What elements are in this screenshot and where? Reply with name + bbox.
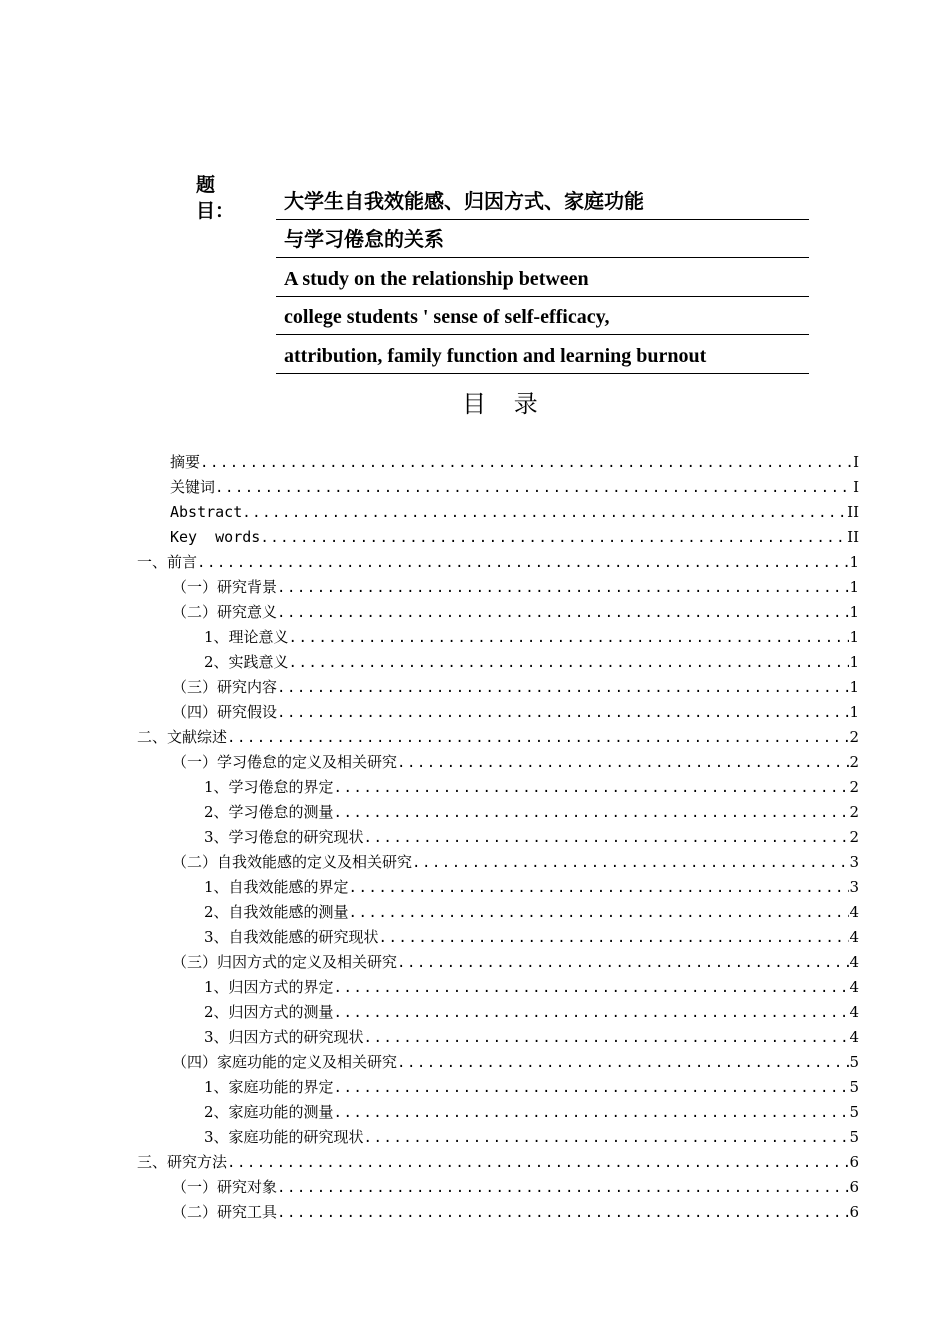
toc-entry-page: I <box>853 453 859 471</box>
toc-leader-dots <box>412 851 849 876</box>
toc-entry-page: 2 <box>849 828 859 846</box>
toc-entry-label: 2、实践意义 <box>204 653 289 671</box>
toc-leader-dots <box>334 976 850 1001</box>
title-line-en-2: college students ' sense of self-efficacy, <box>276 299 809 335</box>
toc-leader-dots <box>349 876 850 901</box>
toc-leader-dots <box>334 1076 850 1101</box>
toc-entry-page: 4 <box>849 928 859 946</box>
toc-entry-label: 3、学习倦怠的研究现状 <box>204 828 364 846</box>
toc-entry-page: 2 <box>849 803 859 821</box>
toc-entry-page: 4 <box>849 1028 859 1046</box>
toc-entry[interactable] <box>172 750 859 775</box>
toc-entry-label: （四）研究假设 <box>172 703 278 721</box>
toc-entry[interactable] <box>204 900 859 925</box>
toc-entry-page: 6 <box>849 1178 859 1196</box>
toc-leader-dots <box>277 576 849 601</box>
toc-entry[interactable] <box>204 1075 859 1100</box>
toc-entry-label: 摘要 <box>170 453 201 471</box>
toc-entry[interactable] <box>172 575 859 600</box>
toc-entry-label: （二）研究意义 <box>172 603 278 621</box>
toc-entry-page: 1 <box>849 703 859 721</box>
toc-leader-dots <box>364 1126 850 1151</box>
toc-leader-dots <box>349 901 850 926</box>
toc-heading: 目 录 <box>462 390 548 418</box>
toc-entry-page: 4 <box>849 978 859 996</box>
toc-entry[interactable] <box>172 1050 859 1075</box>
toc-leader-dots <box>397 751 849 776</box>
toc-entry[interactable] <box>172 950 859 975</box>
toc-entry-label: 3、自我效能感的研究现状 <box>204 928 379 946</box>
toc-entry-page: 3 <box>849 853 859 871</box>
toc-leader-dots <box>227 1151 849 1176</box>
toc-entry[interactable] <box>170 475 859 500</box>
toc-entry-label: 1、理论意义 <box>204 628 289 646</box>
title-line-en-3: attribution, family function and learning burnout <box>276 338 809 374</box>
toc-entry-label: （二）研究工具 <box>172 1203 278 1221</box>
toc-entry[interactable] <box>172 850 859 875</box>
toc-entry-label: （二）自我效能感的定义及相关研究 <box>172 853 413 871</box>
toc-entry[interactable] <box>204 775 859 800</box>
toc-leader-dots <box>277 1176 849 1201</box>
toc-entry-page: 1 <box>849 628 859 646</box>
toc-entry-label: Key words <box>170 528 261 546</box>
toc-entry-label: 一、前言 <box>137 553 198 571</box>
toc-entry-label: 2、家庭功能的测量 <box>204 1103 334 1121</box>
toc-leader-dots <box>197 551 849 576</box>
toc-leader-dots <box>379 926 850 951</box>
toc-entry[interactable] <box>170 450 859 475</box>
toc-entry-label: （一）研究对象 <box>172 1178 278 1196</box>
toc-entry-page: I <box>853 478 859 496</box>
toc-entry-label: 三、研究方法 <box>137 1153 228 1171</box>
toc-entry-page: 6 <box>849 1153 859 1171</box>
toc-entry-label: 2、学习倦怠的测量 <box>204 803 334 821</box>
toc-entry[interactable] <box>170 525 859 550</box>
toc-leader-dots <box>397 1051 849 1076</box>
toc-entry-page: 2 <box>849 778 859 796</box>
toc-entry-page: II <box>847 528 859 546</box>
toc-entry-label: 3、家庭功能的研究现状 <box>204 1128 364 1146</box>
toc-entry-page: 5 <box>849 1103 859 1121</box>
toc-entry-page: 2 <box>849 728 859 746</box>
toc-leader-dots <box>215 476 853 501</box>
toc-entry[interactable] <box>204 925 859 950</box>
toc-entry-page: 4 <box>849 953 859 971</box>
toc-leader-dots <box>277 676 849 701</box>
toc-entry[interactable] <box>204 1125 859 1150</box>
toc-entry[interactable] <box>204 650 859 675</box>
toc-entry[interactable] <box>204 825 859 850</box>
toc-entry[interactable] <box>137 550 859 575</box>
toc-entry-page: 1 <box>849 578 859 596</box>
title-label: 题目： <box>196 174 235 222</box>
toc-entry[interactable] <box>172 675 859 700</box>
toc-entry[interactable] <box>204 800 859 825</box>
toc-leader-dots <box>277 601 849 626</box>
toc-entry[interactable] <box>172 1175 859 1200</box>
toc-entry[interactable] <box>204 1100 859 1125</box>
toc-entry-label: 1、家庭功能的界定 <box>204 1078 334 1096</box>
toc-entry-label: 1、归因方式的界定 <box>204 978 334 996</box>
toc-leader-dots <box>334 1101 850 1126</box>
toc-leader-dots <box>260 526 847 551</box>
toc-entry-page: 6 <box>849 1203 859 1221</box>
toc-entry-page: 2 <box>849 753 859 771</box>
toc-entry-label: 二、文献综述 <box>137 728 228 746</box>
toc-entry-page: 4 <box>849 903 859 921</box>
toc-leader-dots <box>242 501 847 526</box>
toc-entry-label: 1、学习倦怠的界定 <box>204 778 334 796</box>
toc-entry[interactable] <box>204 875 859 900</box>
toc-entry-page: 5 <box>849 1078 859 1096</box>
title-line-cn-2: 与学习倦怠的关系 <box>276 222 809 258</box>
title-line-cn-1: 大学生自我效能感、归因方式、家庭功能 <box>276 184 809 220</box>
toc-leader-dots <box>397 951 849 976</box>
toc-leader-dots <box>334 801 850 826</box>
toc-entry-page: 1 <box>849 603 859 621</box>
toc-entry[interactable] <box>172 700 859 725</box>
toc-entry-label: 3、归因方式的研究现状 <box>204 1028 364 1046</box>
toc-entry-page: 1 <box>849 678 859 696</box>
toc-entry-label: （一）研究背景 <box>172 578 278 596</box>
toc-entry-label: 关键词 <box>170 478 216 496</box>
toc-leader-dots <box>364 826 850 851</box>
toc-entry-page: 1 <box>849 553 859 571</box>
toc-entry-page: II <box>847 503 859 521</box>
toc-entry[interactable] <box>172 1200 859 1225</box>
toc-leader-dots <box>334 776 850 801</box>
toc-leader-dots <box>334 1001 850 1026</box>
toc-entry[interactable] <box>204 1000 859 1025</box>
toc-entry-page: 5 <box>849 1128 859 1146</box>
toc-leader-dots <box>289 651 850 676</box>
toc-entry-label: Abstract <box>170 503 243 521</box>
toc-leader-dots <box>277 701 849 726</box>
toc-leader-dots <box>200 451 853 476</box>
toc-entry-label: （四）家庭功能的定义及相关研究 <box>172 1053 398 1071</box>
toc-entry[interactable] <box>137 1150 859 1175</box>
toc-leader-dots <box>277 1201 849 1226</box>
toc-entry-page: 4 <box>849 1003 859 1021</box>
toc-entry-label: 2、归因方式的测量 <box>204 1003 334 1021</box>
toc-entry-label: （一）学习倦怠的定义及相关研究 <box>172 753 398 771</box>
toc-leader-dots <box>289 626 850 651</box>
toc-entry[interactable] <box>204 1025 859 1050</box>
toc-entry-page: 5 <box>849 1053 859 1071</box>
toc-entry[interactable] <box>204 975 859 1000</box>
toc-entry-label: 1、自我效能感的界定 <box>204 878 349 896</box>
toc-entry-label: （三）研究内容 <box>172 678 278 696</box>
toc-entry-page: 3 <box>849 878 859 896</box>
toc-entry[interactable] <box>172 600 859 625</box>
toc-entry[interactable] <box>204 625 859 650</box>
toc-entry-label: 2、自我效能感的测量 <box>204 903 349 921</box>
toc-leader-dots <box>227 726 849 751</box>
title-line-en-1: A study on the relationship between <box>276 261 809 297</box>
toc-entry-label: （三）归因方式的定义及相关研究 <box>172 953 398 971</box>
toc-leader-dots <box>364 1026 850 1051</box>
toc-entry[interactable] <box>170 500 859 525</box>
toc-entry-page: 1 <box>849 653 859 671</box>
toc-entry[interactable] <box>137 725 859 750</box>
